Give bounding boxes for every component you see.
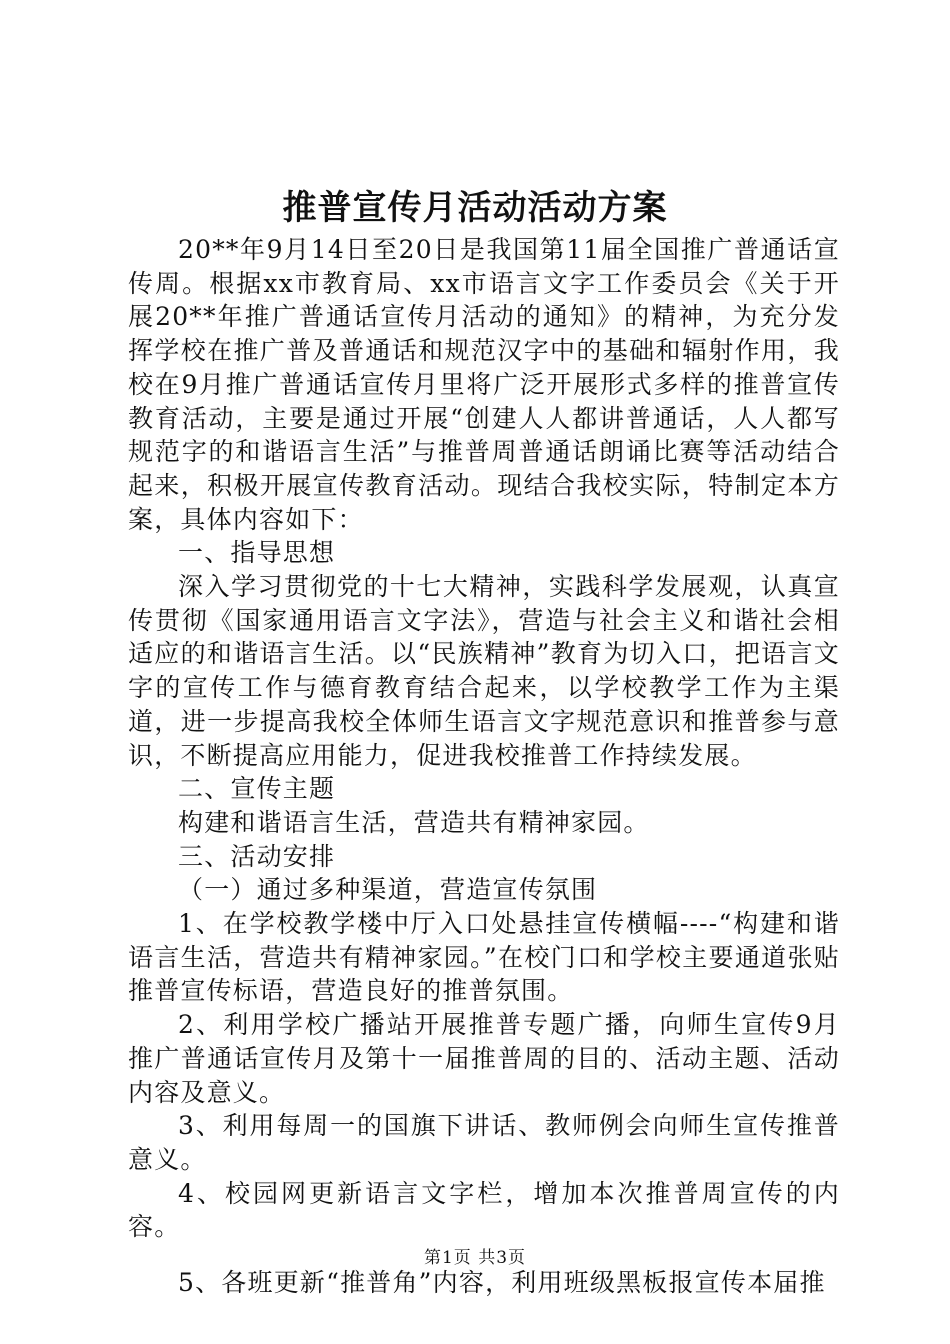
section-heading-arrangements: 三、活动安排 (178, 841, 336, 871)
list-item-4: 4、校园网更新语言文字栏，增加本次推普周宣传的内容。 (128, 1178, 840, 1242)
theme-paragraph: 构建和谐语言生活，营造共有精神家园。 (178, 807, 650, 837)
subsection-heading-channels: （一）通过多种渠道，营造宣传氛围 (178, 875, 598, 905)
section-heading-theme: 二、宣传主题 (178, 774, 336, 804)
intro-paragraph: 20**年9月14日至20日是我国第11届全国推广普通话宣传周。根据xx市教育局、xx市语言文字工作委员会《关于开展20**年推广普通话宣传月活动的通知》的精神，为充分发挥学校在推广普及普通话和规范汉字中的基础和辐射作用，我校在9月推广普通话宣传月里将广泛开展形式多样的推普宣传教育活动，主要是通过开展“创建人人都讲普通话，人人都写规范字的和谐语言生活”与推普周普通话朗诵比赛等活动结合起来，积极开展宣传教育活动。现结合我校实际，特制定本方案，具体内容如下： (128, 235, 840, 534)
page-footer: 第1页 共3页 (423, 1248, 527, 1268)
list-item-2: 2、利用学校广播站开展推普专题广播，向师生宣传9月推广普通话宣传月及第十一届推普周的目的、活动主题、活动内容及意义。 (128, 1010, 840, 1107)
list-item-1: 1、在学校教学楼中厅入口处悬挂宣传横幅----“构建和谐语言生活，营造共有精神家园。”在校门口和学校主要通道张贴推普宣传标语，营造良好的推普氛围。 (128, 909, 840, 1006)
list-item-5: 5、各班更新“推普角”内容，利用班级黑板报宣传本届推 (178, 1268, 826, 1298)
list-item-3: 3、利用每周一的国旗下讲话、教师例会向师生宣传推普意义。 (128, 1111, 840, 1174)
guiding-thought-paragraph: 深入学习贯彻党的十七大精神，实践科学发展观，认真宣传贯彻《国家通用语言文字法》，营造与社会主义和谐社会相适应的和谐语言生活。以“民族精神”教育为切入口，把语言文字的宣传工作与德育教育结合起来，以学校教学工作为主渠道，进一步提高我校全体师生语言文字规范意识和推普参与意识，不断提高应用能力，促进我校推普工作持续发展。 (128, 572, 840, 770)
document-title: 推普宣传月活动活动方案 (282, 188, 668, 228)
document-body (128, 233, 840, 1300)
section-heading-guiding-thought: 一、指导思想 (178, 538, 336, 568)
